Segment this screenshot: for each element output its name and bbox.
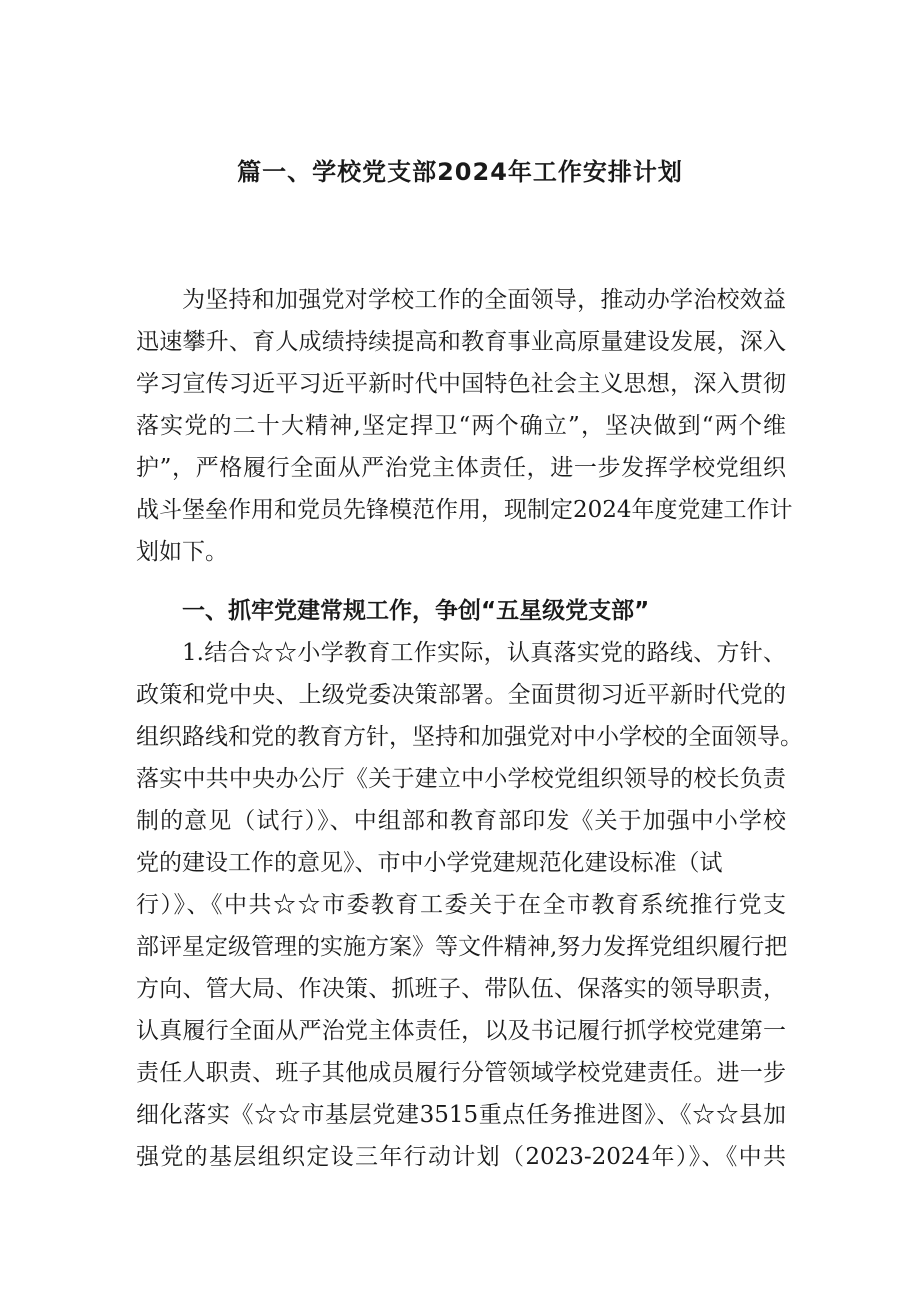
intro-line: 学习宣传习近平习近平新时代中国特色社会主义思想，深入贯彻 <box>136 371 786 397</box>
item-line: 组织路线和党的教育方针，坚持和加强党对中小学校的全面领导。 <box>136 724 803 750</box>
intro-line: 迅速攀升、育人成绩持续提高和教育事业高原量建设发展，深入 <box>136 329 786 355</box>
section-heading: 一、抓牢党建常规工作，争创“五星级党支部” <box>182 598 650 624</box>
item-line: 行）》、《中共☆☆市委教育工委关于在全市教育系统推行党支 <box>136 892 786 918</box>
item-line: 制的意见（试行）》、中组部和教育部印发《关于加强中小学校 <box>136 808 786 834</box>
item-line: 政策和党中央、上级党委决策部署。全面贯彻习近平新时代党的 <box>136 682 786 708</box>
item-line: 1.结合☆☆小学教育工作实际，认真落实党的路线、方针、 <box>182 640 786 666</box>
intro-line: 划如下。 <box>136 539 228 565</box>
item-line: 责任人职责、班子其他成员履行分管领域学校党建责任。进一步 <box>136 1060 786 1086</box>
item-line: 强党的基层组织定设三年行动计划（2023-2024年）》、《中共 <box>136 1144 786 1170</box>
item-line: 部评星定级管理的实施方案》等文件精神,努力发挥党组织履行把 <box>136 934 788 960</box>
intro-line: 落实党的二十大精神,坚定捍卫“两个确立”，坚决做到“两个维 <box>136 413 786 439</box>
intro-line: 为坚持和加强党对学校工作的全面领导，推动办学治校效益 <box>182 287 786 313</box>
item-line: 细化落实《☆☆市基层党建3515重点任务推进图》、《☆☆县加 <box>136 1102 786 1128</box>
item-line: 认真履行全面从严治党主体责任，以及书记履行抓学校党建第一 <box>136 1018 786 1044</box>
intro-line: 战斗堡垒作用和党员先锋模范作用，现制定2024年度党建工作计 <box>136 497 793 523</box>
intro-line: 护”，严格履行全面从严治党主体责任，进一步发挥学校党组织 <box>136 455 786 481</box>
item-line: 方向、管大局、作决策、抓班子、带队伍、保落实的领导职责， <box>136 976 786 1002</box>
document-title: 篇一、学校党支部2024年工作安排计划 <box>237 158 683 186</box>
item-line: 落实中共中央办公厅《关于建立中小学校党组织领导的校长负责 <box>136 766 786 792</box>
item-line: 党的建设工作的意见》、市中小学党建规范化建设标准（试 <box>136 850 723 876</box>
